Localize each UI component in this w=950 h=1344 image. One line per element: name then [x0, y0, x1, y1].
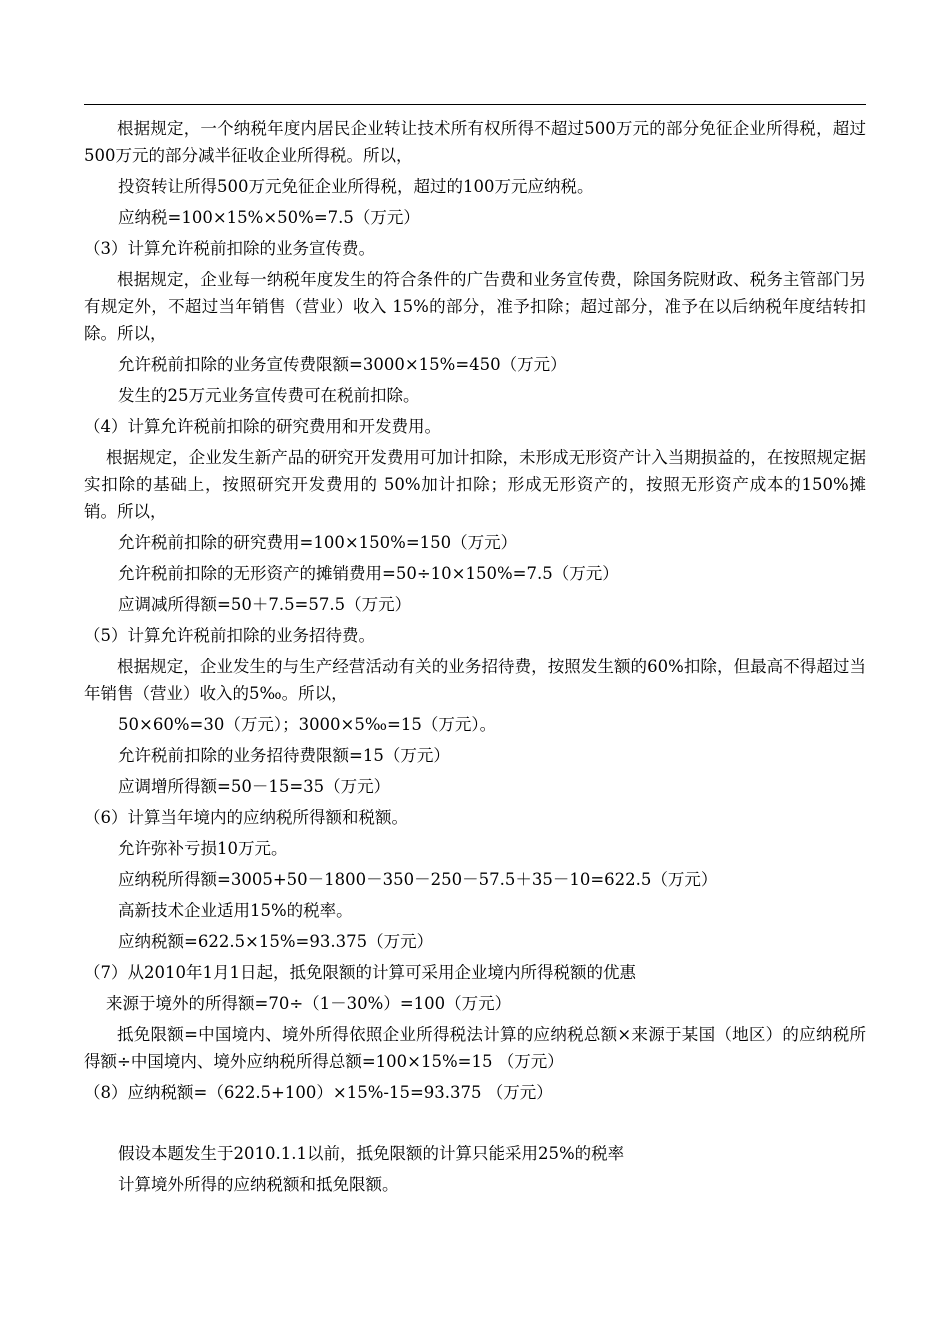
line-entertainment-limit: 允许税前扣除的业务招待费限额=15（万元） [118, 746, 450, 765]
heading-step-4: （4）计算允许税前扣除的研究费用和开发费用。 [84, 417, 441, 436]
document-page [84, 104, 866, 1200]
heading-step-5: （5）计算允许税前扣除的业务招待费。 [84, 626, 375, 645]
heading-step-6: （6）计算当年境内的应纳税所得额和税额。 [84, 808, 408, 827]
line-hightech-rate: 高新技术企业适用15%的税率。 [118, 901, 353, 920]
line-foreign-income: 来源于境外的所得额=70÷（1－30%）=100（万元） [106, 994, 512, 1013]
line-advertising-deductible: 发生的25万元业务宣传费可在税前扣除。 [118, 386, 420, 405]
paragraph-rnd-rule: 根据规定，企业发生新产品的研究开发费用可加计扣除，未形成无形资产计入当期损益的，在按照规定据实扣除的基础上，按照研究开发费用的 50%加计扣除；形成无形资产的，按照无形资产成本的150%摊销。所以， [84, 448, 866, 521]
heading-step-7: （7）从2010年1月1日起，抵免限额的计算可采用企业境内所得税额的优惠 [84, 963, 636, 982]
line-intangible-amortization: 允许税前扣除的无形资产的摊销费用=50÷10×150%=7.5（万元） [118, 564, 619, 583]
header-rule [84, 104, 866, 105]
blank-gap [84, 1108, 866, 1138]
line-income-increase: 应调增所得额=50－15=35（万元） [118, 777, 391, 796]
line-income-decrease: 应调减所得额=50＋7.5=57.5（万元） [118, 595, 412, 614]
line-tax-payable-calc: 应纳税=100×15%×50%=7.5（万元） [118, 208, 420, 227]
line-foreign-tax-calc: 计算境外所得的应纳税额和抵免限额。 [118, 1175, 399, 1194]
paragraph-tech-transfer-rule: 根据规定，一个纳税年度内居民企业转让技术所有权所得不超过500万元的部分免征企业所得税，超过500万元的部分减半征收企业所得税。所以， [84, 119, 866, 165]
line-loss-offset: 允许弥补亏损10万元。 [118, 839, 288, 858]
heading-step-3: （3）计算允许税前扣除的业务宣传费。 [84, 239, 375, 258]
line-taxable-income: 应纳税所得额=3005+50－1800－350－250－57.5＋35－10=622.5（万元） [118, 870, 718, 889]
line-domestic-tax: 应纳税额=622.5×15%=93.375（万元） [118, 932, 434, 951]
heading-step-8: （8）应纳税额=（622.5+100）×15%-15=93.375 （万元） [84, 1083, 553, 1102]
line-entertainment-calc: 50×60%=30（万元）；3000×5‰=15（万元）。 [118, 715, 497, 734]
line-advertising-limit: 允许税前扣除的业务宣传费限额=3000×15%=450（万元） [118, 355, 567, 374]
paragraph-entertainment-rule: 根据规定，企业发生的与生产经营活动有关的业务招待费，按照发生额的60%扣除，但最高不得超过当年销售（营业）收入的5‰。所以， [84, 657, 866, 703]
line-assumption: 假设本题发生于2010.1.1以前，抵免限额的计算只能采用25%的税率 [118, 1144, 625, 1163]
line-investment-transfer: 投资转让所得500万元免征企业所得税，超过的100万元应纳税。 [118, 177, 594, 196]
line-research-expense: 允许税前扣除的研究费用=100×150%=150（万元） [118, 533, 518, 552]
paragraph-advertising-rule: 根据规定，企业每一纳税年度发生的符合条件的广告费和业务宣传费，除国务院财政、税务主管部门另有规定外，不超过当年销售（营业）收入 15%的部分，准予扣除；超过部分，准予在以后纳税年度结转扣除。所以， [84, 270, 866, 343]
paragraph-credit-limit: 抵免限额=中国境内、境外所得依照企业所得税法计算的应纳税总额×来源于某国（地区）的应纳税所得额÷中国境内、境外应纳税所得总额=100×15%=15 （万元） [84, 1025, 866, 1071]
